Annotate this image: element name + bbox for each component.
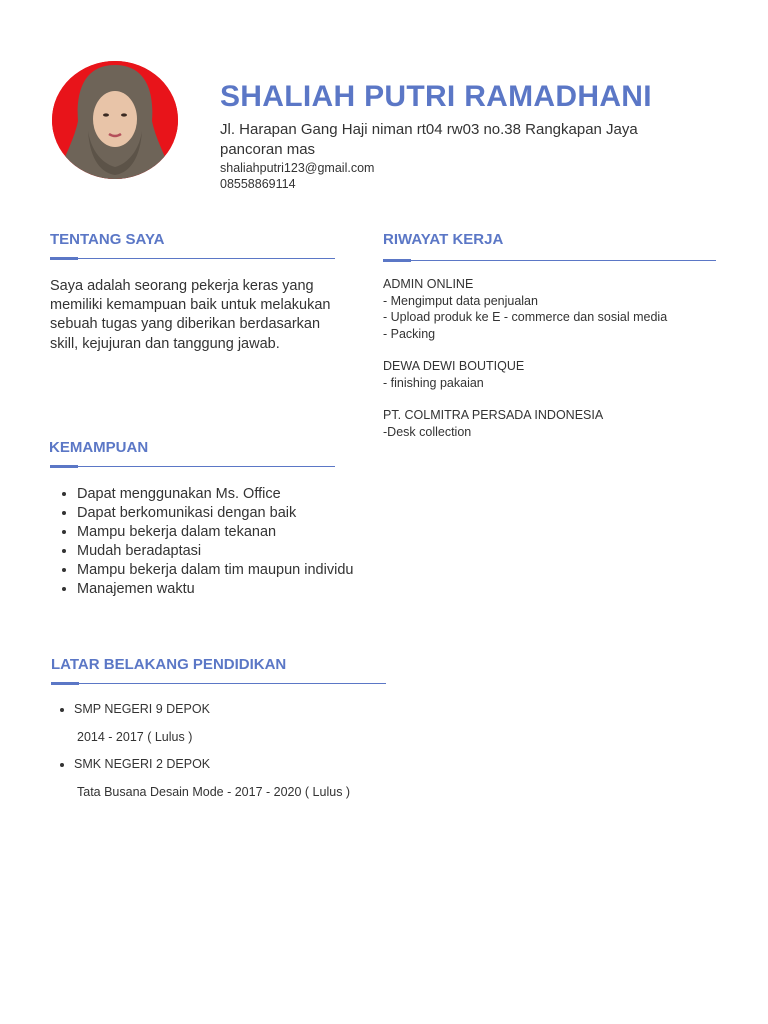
education-entry-1 [51,702,210,716]
list-item: • Mampu bekerja dalam tim maupun individu [77,561,417,580]
task-item: - Packing [383,326,436,341]
email: shaliahputri123@gmail.com [220,161,375,175]
address: Jl. Harapan Gang Haji niman rt04 rw03 no.38 Rangkapan Jaya pancoran mas [220,121,638,158]
task-item: - Mengimput data penjualan [383,293,538,308]
skills-title: KEMAMPUAN [49,439,149,456]
school-name: • SMP NEGERI 9 DEPOK [74,702,210,716]
work-accent-bar [383,259,411,262]
skills-accent-bar [50,465,78,468]
about-text: Saya adalah seorang pekerja keras yang memiliki kemampuan baik untuk melakukan sebuah tugas yang diberikan berdasarkan skill, kejujuran dan tanggung jawab. [50,278,331,352]
task-item: - Upload produk ke E - commerce dan sosial media [383,310,668,324]
company-name: PT. COLMITRA PERSADA INDONESIA [383,408,604,422]
education-title: LATAR BELAKANG PENDIDIKAN [51,656,287,673]
education-divider [51,683,386,684]
task-item: - finishing pakaian [383,375,484,390]
about-accent-bar [50,257,78,260]
profile-photo [52,61,178,179]
education-detail: 2014 - 2017 ( Lulus ) [77,730,193,744]
skills-divider [50,466,335,467]
school-name: • SMK NEGERI 2 DEPOK [74,757,210,771]
task-item: -Desk collection [383,424,472,439]
about-title: TENTANG SAYA [50,231,165,248]
work-entry-2 [383,358,723,391]
list-item: • Mudah beradaptasi [77,542,417,561]
education-accent-bar [51,682,79,685]
phone: 08558869114 [220,177,296,191]
work-divider [383,260,716,261]
list-item: • Mampu bekerja dalam tekanan [77,523,417,542]
company-name: DEWA DEWI BOUTIQUE [383,359,525,373]
list-item: • Dapat menggunakan Ms. Office [77,485,417,504]
work-title: RIWAYAT KERJA [383,231,504,248]
full-name: SHALIAH PUTRI RAMADHANI [220,80,652,113]
portrait-illustration [52,61,178,179]
list-item: • Manajemen waktu [77,580,417,599]
work-entry-1 [383,276,723,342]
about-divider [50,258,335,259]
education-detail: Tata Busana Desain Mode - 2017 - 2020 ( Lulus ) [77,785,351,799]
work-entry-3 [383,407,723,440]
company-name: ADMIN ONLINE [383,277,474,291]
education-entry-2 [51,757,210,771]
list-item: • Dapat berkomunikasi dengan baik [77,504,417,523]
skills-list [50,485,417,599]
